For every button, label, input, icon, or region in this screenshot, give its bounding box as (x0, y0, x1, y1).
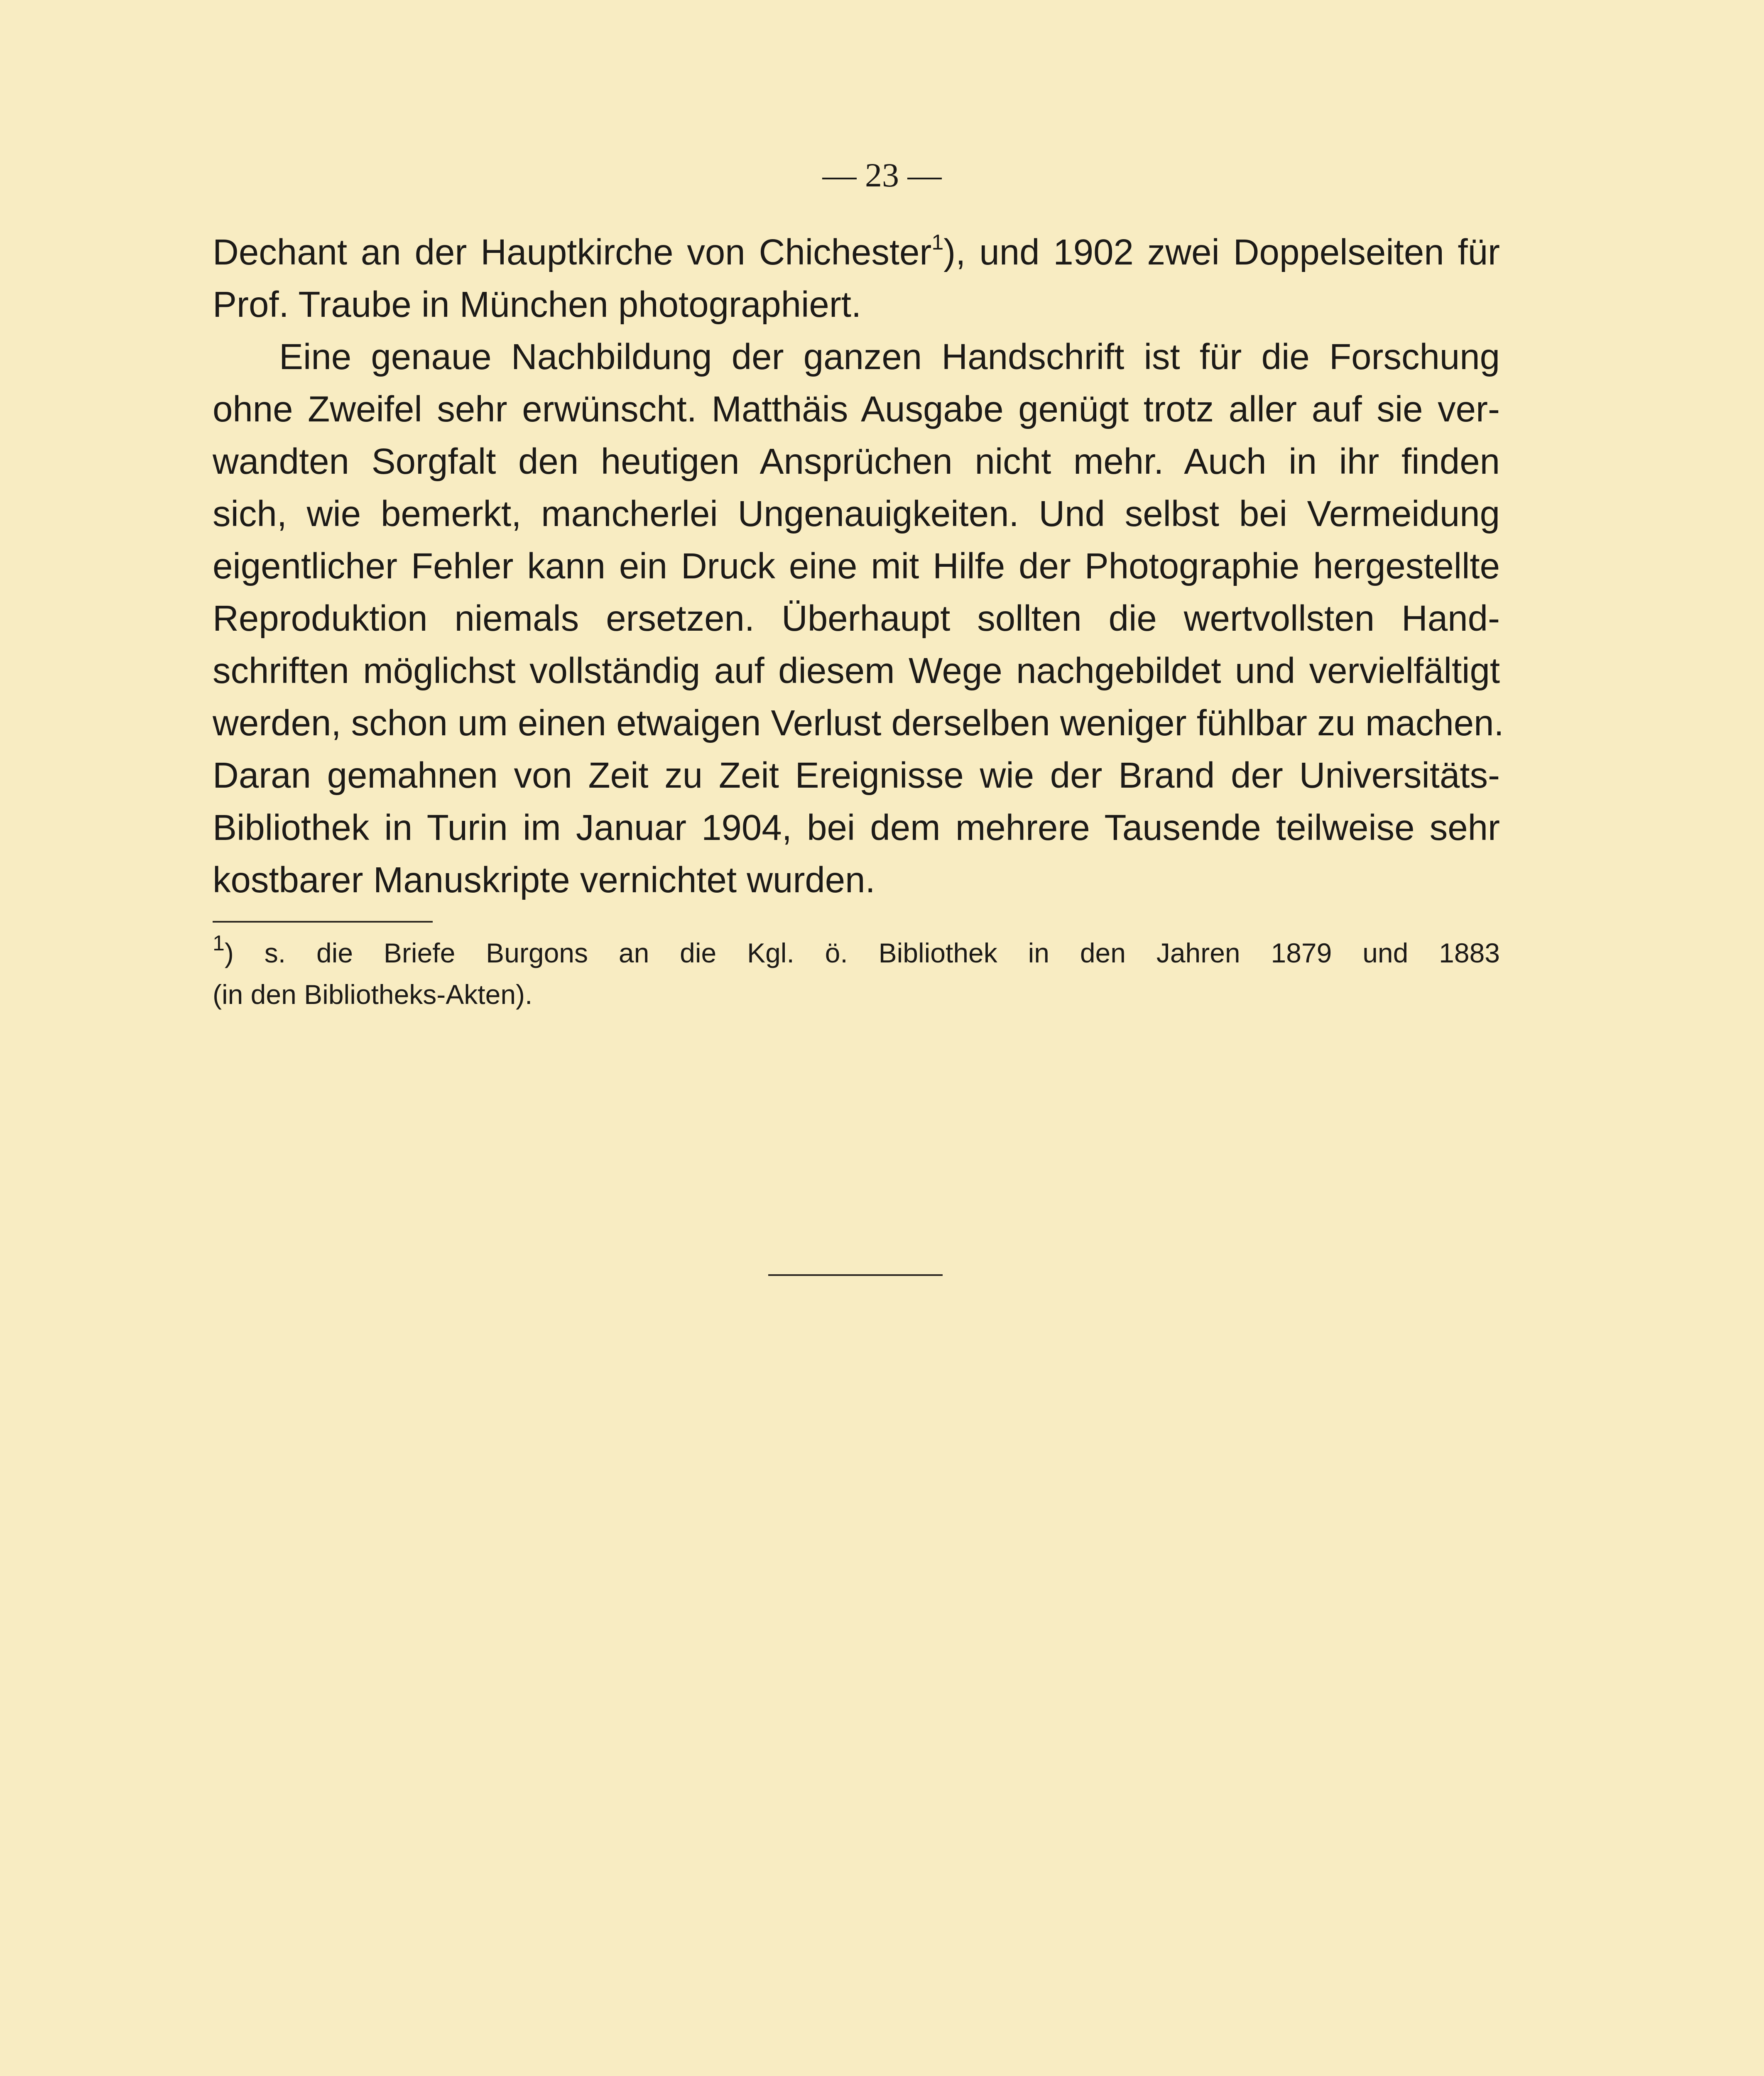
text-segment: Dechant an der Hauptkirche von Chichester (213, 232, 932, 272)
text-line: Reproduktion niemals ersetzen. Überhaupt sollten die wertvollsten Hand- (213, 598, 1500, 639)
footnote (213, 932, 1500, 1015)
text-segment: ) s. die Briefe Burgons an die Kgl. ö. Bibliothek in den Jahren 1879 und 1883 (224, 938, 1500, 968)
text-line: schriften möglichst vollständig auf diesem Wege nachgebildet und vervielfältigt (213, 651, 1500, 691)
text-line: kostbarer Manuskripte vernichtet wurden. (213, 860, 875, 900)
body-text (213, 226, 1504, 906)
text-line: eigentlicher Fehler kann ein Druck eine mit Hilfe der Photographie hergestellte (213, 546, 1500, 586)
end-divider (768, 1274, 943, 1276)
text-line: wandten Sorgfalt den heutigen Ansprüchen nicht mehr. Auch in ihr finden (213, 441, 1500, 482)
footnote-line (213, 932, 1500, 974)
page-number: — 23 — (822, 156, 942, 194)
text-line (213, 226, 1500, 279)
text-line: Prof. Traube in München photographiert. (213, 284, 862, 325)
footnote-reference: 1 (931, 230, 944, 255)
footnote-marker: 1 (213, 931, 225, 955)
text-line: werden, schon um einen etwaigen Verlust derselben weniger fühlbar zu machen. (213, 703, 1504, 743)
footnote-divider (213, 921, 433, 923)
text-line: Eine genaue Nachbildung der ganzen Handschrift ist für die Forschung (279, 337, 1500, 377)
text-line: Bibliothek in Turin im Januar 1904, bei dem mehrere Tausende teilweise sehr (213, 808, 1500, 848)
text-line: Daran gemahnen von Zeit zu Zeit Ereignisse wie der Brand der Universitäts- (213, 755, 1500, 796)
footnote-line: (in den Bibliotheks-Akten). (213, 979, 533, 1010)
text-line: ohne Zweifel sehr erwünscht. Matthäis Ausgabe genügt trotz aller auf sie ver- (213, 389, 1500, 429)
text-segment: ), und 1902 zwei Doppelseiten für (943, 232, 1500, 272)
text-line: sich, wie bemerkt, mancherlei Ungenauigkeiten. Und selbst bei Vermeidung (213, 494, 1500, 534)
